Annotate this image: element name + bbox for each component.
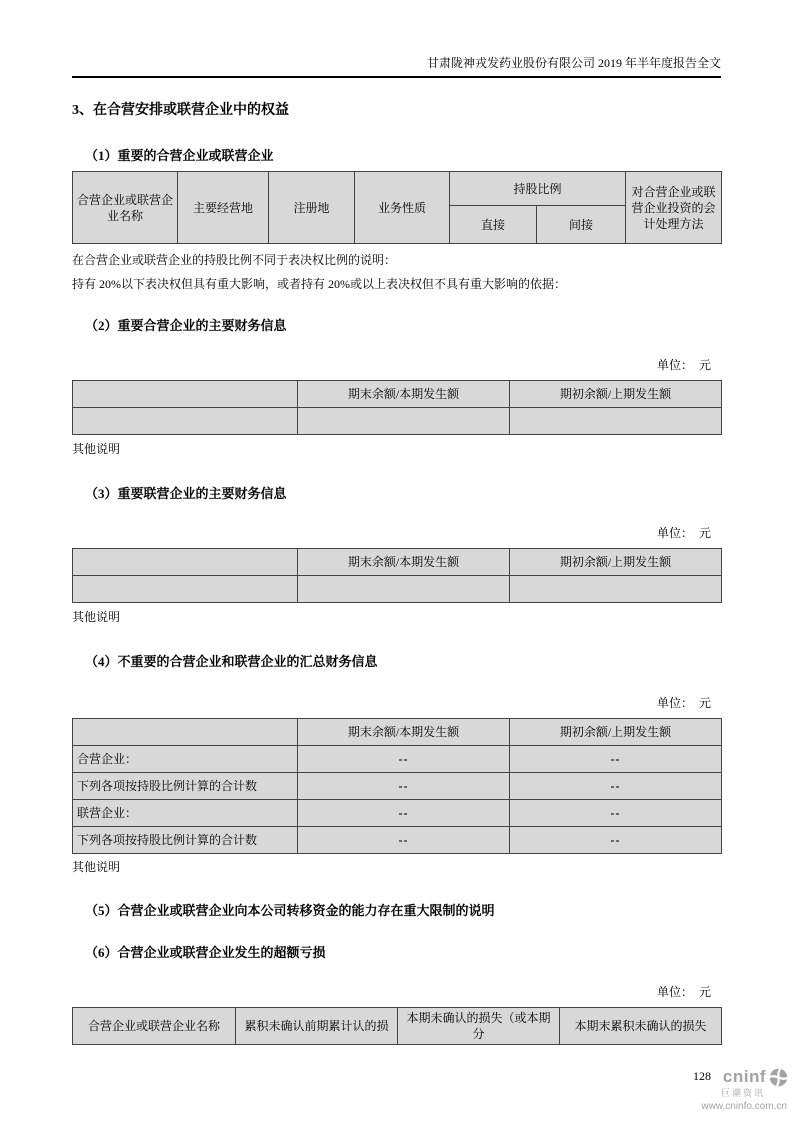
empty-data-cell <box>298 408 510 435</box>
row-label: 联营企业： <box>73 800 298 827</box>
empty-data-cell <box>73 408 298 435</box>
table-row <box>73 800 722 827</box>
cninfo-url: www.cninfo.com.cn <box>701 1101 787 1112</box>
ending-value: -- <box>298 773 510 800</box>
unit-label-summary: 单位： 元 <box>656 696 711 710</box>
empty-data-cell <box>73 576 298 603</box>
col-header-ending-balance: 期末余额/本期发生额 <box>298 381 510 408</box>
joint-ventures-table <box>72 171 722 244</box>
col-header-accounting-method: 对合营企业或联营企业投资的会计处理方法 <box>626 172 722 244</box>
excess-loss-table <box>72 1007 722 1045</box>
page-number: 128 <box>693 1069 711 1083</box>
other-note-summary: 其他说明 <box>72 860 121 874</box>
col-header-company-name: 合营企业或联营企业名称 <box>73 172 178 244</box>
jv-financial-table <box>72 380 722 435</box>
col-header-ending-accumulated-loss: 本期末累积未确认的损失 <box>560 1008 722 1045</box>
section-3-5-title: （5）合营企业或联营企业向本公司转移资金的能力存在重大限制的说明 <box>85 903 495 918</box>
note-20-percent: 持有 20%以下表决权但具有重大影响，或者持有 20%或以上表决权但不具有重大影响的依据： <box>72 277 566 291</box>
col-header-beginning-balance: 期初余额/上期发生额 <box>510 381 722 408</box>
col-header-indirect: 间接 <box>537 206 626 244</box>
empty-data-cell <box>298 576 510 603</box>
ending-value: -- <box>298 746 510 773</box>
unit-label-jv-financial: 单位： 元 <box>656 358 711 372</box>
ending-value: -- <box>298 800 510 827</box>
other-note-associate: 其他说明 <box>72 610 121 624</box>
section-3-title: 3、在合营安排或联营企业中的权益 <box>72 103 289 118</box>
col-header-accumulated-prior-loss: 累积未确认前期累计认的损 <box>236 1008 398 1045</box>
section-3-6-title: （6）合营企业或联营企业发生的超额亏损 <box>85 945 326 960</box>
col-header-main-place: 主要经营地 <box>178 172 269 244</box>
unit-label-excess-loss: 单位： 元 <box>656 985 711 999</box>
col-header-current-unrecognized-loss: 本期未确认的损失（或本期分 <box>398 1008 560 1045</box>
note-voting-diff: 在合营企业或联营企业的持股比例不同于表决权比例的说明： <box>72 253 397 267</box>
col-header-beginning-balance: 期初余额/上期发生额 <box>510 719 722 746</box>
section-3-4-title: （4）不重要的合营企业和联营企业的汇总财务信息 <box>85 654 378 669</box>
section-3-3-title: （3）重要联营企业的主要财务信息 <box>85 486 287 501</box>
col-header-reg-place: 注册地 <box>269 172 355 244</box>
table-row <box>73 746 722 773</box>
table-row <box>73 827 722 854</box>
row-label: 合营企业： <box>73 746 298 773</box>
summary-financial-table <box>72 718 722 854</box>
col-header-direct: 直接 <box>450 206 537 244</box>
beginning-value: -- <box>510 800 722 827</box>
col-header-business-nature: 业务性质 <box>355 172 450 244</box>
beginning-value: -- <box>510 827 722 854</box>
section-3-1-title: （1）重要的合营企业或联营企业 <box>85 148 274 163</box>
col-header-ending-balance: 期末余额/本期发生额 <box>298 719 510 746</box>
beginning-value: -- <box>510 773 722 800</box>
cninfo-cn-name: 巨潮资讯 <box>720 1088 765 1099</box>
cninfo-wordmark: cninf <box>722 1067 766 1087</box>
col-header-beginning-balance: 期初余额/上期发生额 <box>510 549 722 576</box>
row-label: 下列各项按持股比例计算的合计数 <box>73 773 298 800</box>
empty-data-cell <box>510 576 722 603</box>
empty-header-cell <box>73 381 298 408</box>
other-note-jv: 其他说明 <box>72 442 121 456</box>
ending-value: -- <box>298 827 510 854</box>
beginning-value: -- <box>510 746 722 773</box>
associate-financial-table <box>72 548 722 603</box>
col-header-ending-balance: 期末余额/本期发生额 <box>298 549 510 576</box>
section-3-2-title: （2）重要合营企业的主要财务信息 <box>85 318 287 333</box>
row-label: 下列各项按持股比例计算的合计数 <box>73 827 298 854</box>
report-header-title: 甘肃陇神戎发药业股份有限公司 2019 年半年度报告全文 <box>72 56 721 78</box>
cninfo-swirl-icon <box>768 1067 789 1088</box>
col-header-entity-name: 合营企业或联营企业名称 <box>73 1008 236 1045</box>
empty-data-cell <box>510 408 722 435</box>
empty-header-cell <box>73 549 298 576</box>
col-header-shareholding-ratio: 持股比例 <box>450 172 626 206</box>
cninfo-logo <box>659 1067 789 1112</box>
table-row <box>73 773 722 800</box>
unit-label-associate-financial: 单位： 元 <box>656 526 711 540</box>
empty-header-cell <box>73 719 298 746</box>
